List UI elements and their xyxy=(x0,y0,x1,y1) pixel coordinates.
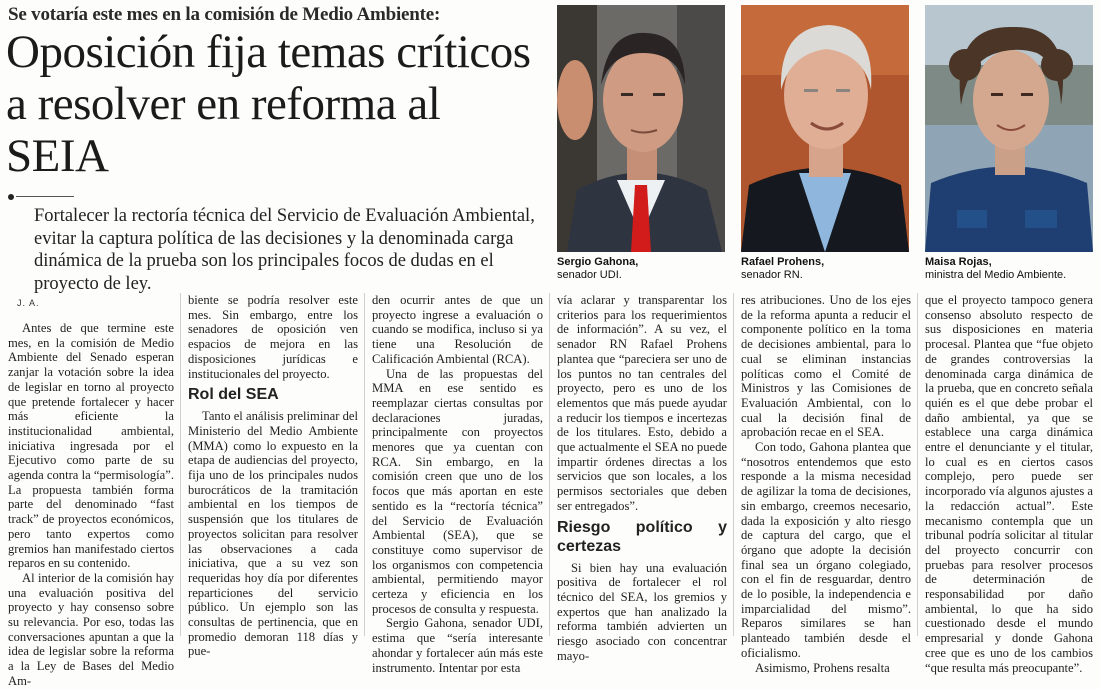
body-paragraph: biente se podría resolver este mes. Sin embargo, entre los senadores de oposición ven espacios de mejora en las disposiciones jurídicas e institucionales del proyecto. xyxy=(188,293,358,381)
body-paragraph: que el proyecto tampoco genera consenso absoluto respecto de sus disposiciones en materia procesal. Plantea que “fue objeto de grandes controversias la denominada carga dinámica de la prueba, que en concreto señala quién es el que debe probar el daño ambiental, ya que se establece una carga dinámica entre el denunciante y el titular, lo cual es en ciertos casos complejo, pero puede ser incorporado vía algunos ajustes a la redacción actual”. Este mecanismo contempla que un tribunal podría solicitar al titular del proyecto concurrir con pruebas para resolver procesos de determinación de responsabilidad por daño ambiental, lo que ha sido cuestionado desde el mundo empresarial y donde Gahona cree que es uno de los cambios “que resulta más preocupante”. xyxy=(925,293,1093,675)
body-paragraph: vía aclarar y transparentar los criterios para los requerimientos de información”. A su vez, el senador RN Rafael Prohens plantea que “pareciera ser uno de los puntos no tan centrales del proyecto, pero es uno de los elementos que más puede ayudar a reducir los tiempos e incertezas de los titulares. Esto, debido a que actualmente el SEA no puede impartir órdenes directas a los servicios que son locales, a los permisos sectoriales que deben ser entregados”. xyxy=(557,293,727,513)
caption-rafael-prohens xyxy=(741,256,824,282)
body-column-6 xyxy=(925,293,1093,675)
body-paragraph: Al interior de la comisión hay una evaluación positiva del proyecto y hay consenso sobre su relevancia. Por eso, todas las conversaciones apuntan a que la idea de legislar sobre la reforma a la Ley de Bases del Medio Am- xyxy=(8,570,174,688)
column-divider xyxy=(180,293,181,636)
column-divider xyxy=(549,293,550,636)
body-paragraph: Si bien hay una evaluación positiva de fortalecer el rol técnico del SEA, los gremios y expertos que han analizado la reforma también advierten un riesgo asociado con concentrar mayo- xyxy=(557,560,727,663)
caption-name: Sergio Gahona, xyxy=(557,256,639,268)
body-column-3 xyxy=(372,293,543,675)
photo-sergio-gahona xyxy=(557,5,725,252)
divider-line xyxy=(16,196,74,197)
column-divider xyxy=(364,293,365,636)
column-divider xyxy=(733,293,734,636)
body-paragraph: Tanto el análisis preliminar del Ministerio del Medio Ambiente (MMA) como lo expuesto en la etapa de audiencias del proyecto, fija uno de los principales nudos burocráticos de la tramitación ambiental en los tiempos de suspensión que los titulares de proyectos solicitan para resolver las observaciones a cada iniciativa, que a su vez son requeridas hoy día por diferentes reparticiones del servicio público. Un ejemplo son las consultas de pertinencia, que en promedio demoran 118 días y pue- xyxy=(188,409,358,659)
caption-role: senador UDI. xyxy=(557,269,622,281)
caption-name: Rafael Prohens, xyxy=(741,256,825,268)
caption-role: ministra del Medio Ambiente. xyxy=(925,269,1067,281)
section-heading-rol-sea: Rol del SEA xyxy=(188,386,279,404)
body-column-1 xyxy=(8,321,174,688)
author-initials: J. A. xyxy=(17,298,40,308)
caption-name: Maisa Rojas, xyxy=(925,256,992,268)
body-paragraph: Una de las propuestas del MMA en ese sentido es reemplazar ciertas consultas por declaraciones juradas, principalmente con proyectos menores que ya cuentan con RCA. Sin embargo, en la comisión creen que uno de los focos que más aportan en este sentido es la “rectoría técnica” del Servicio de Evaluación Ambiental (SEA), que se constituye como supervisor de los organismos con competencia ambiental, permitiendo mayor certeza y eficiencia en los procesos de consulta y respuesta. xyxy=(372,366,543,616)
body-paragraph: Sergio Gahona, senador UDI, estima que “sería interesante ahondar y fortalecer aún más este instrumento. Intentar por esta xyxy=(372,616,543,675)
article-kicker: Se votaría este mes en la comisión de Medio Ambiente: xyxy=(8,4,441,25)
article-lead: Fortalecer la rectoría técnica del Servicio de Evaluación Ambiental, evitar la captura política de las decisiones y la denominada carga dinámica de la prueba son los principales focos de dudas en el proyecto de ley. xyxy=(34,206,535,294)
column-divider xyxy=(917,293,918,636)
caption-role: senador RN. xyxy=(741,269,803,281)
body-paragraph: den ocurrir antes de que un proyecto ingrese a evaluación o cuando se modifica, incluso si ya tiene una Resolución de Calificación Ambiental (RCA). xyxy=(372,293,543,366)
body-paragraph: Antes de que termine este mes, en la comisión de Medio Ambiente del Senado esperan zanjar la votación sobre la idea de legislar en torno al proyecto que pretende fortalecer y hacer más eficiente la institucionalidad ambiental, iniciativa ingresada por el Ejecutivo como parte de su agenda contra la “permisología”. La propuesta también forma parte del denominado “fast track” de proyectos económicos, pero tanto expertos como gremios han manifestado ciertos reparos en su contenido. xyxy=(8,321,174,571)
body-column-2 xyxy=(188,293,358,659)
photo-rafael-prohens xyxy=(741,5,909,252)
section-heading-riesgo-politico: Riesgo político y certezas xyxy=(557,518,727,555)
body-paragraph: Asimismo, Prohens resalta xyxy=(755,660,890,675)
photo-maisa-rojas xyxy=(925,5,1093,252)
article-headline: Oposición fija temas críticos a resolver en reforma al SEIA xyxy=(6,26,531,182)
body-column-4 xyxy=(557,293,727,663)
divider-dot xyxy=(8,194,14,200)
body-paragraph: Con todo, Gahona plantea que “nosotros entendemos que esto responde a la misma necesidad de agilizar la toma de decisiones, sin embargo, creemos necesario, dada la exposición y alto riesgo de captura del cargo, que el órgano que adopte la decisión final sea un órgano colegiado, con el fin de resguardar, dentro de lo posible, la independencia e imparcialidad del mismo”. Reparos similares se han planteado también desde el oficialismo. xyxy=(741,440,911,660)
caption-maisa-rojas xyxy=(925,256,1066,282)
caption-sergio-gahona xyxy=(557,256,638,282)
body-column-5 xyxy=(741,293,911,675)
body-paragraph: res atribuciones. Uno de los ejes de la reforma apunta a reducir el componente político en la toma de decisiones ambiental, para lo cual se eliminan instancias políticas como el Comité de Ministros y las Comisiones de Evaluación Ambiental, con lo cual la decisión final de aprobación recae en el SEA. xyxy=(741,293,911,440)
